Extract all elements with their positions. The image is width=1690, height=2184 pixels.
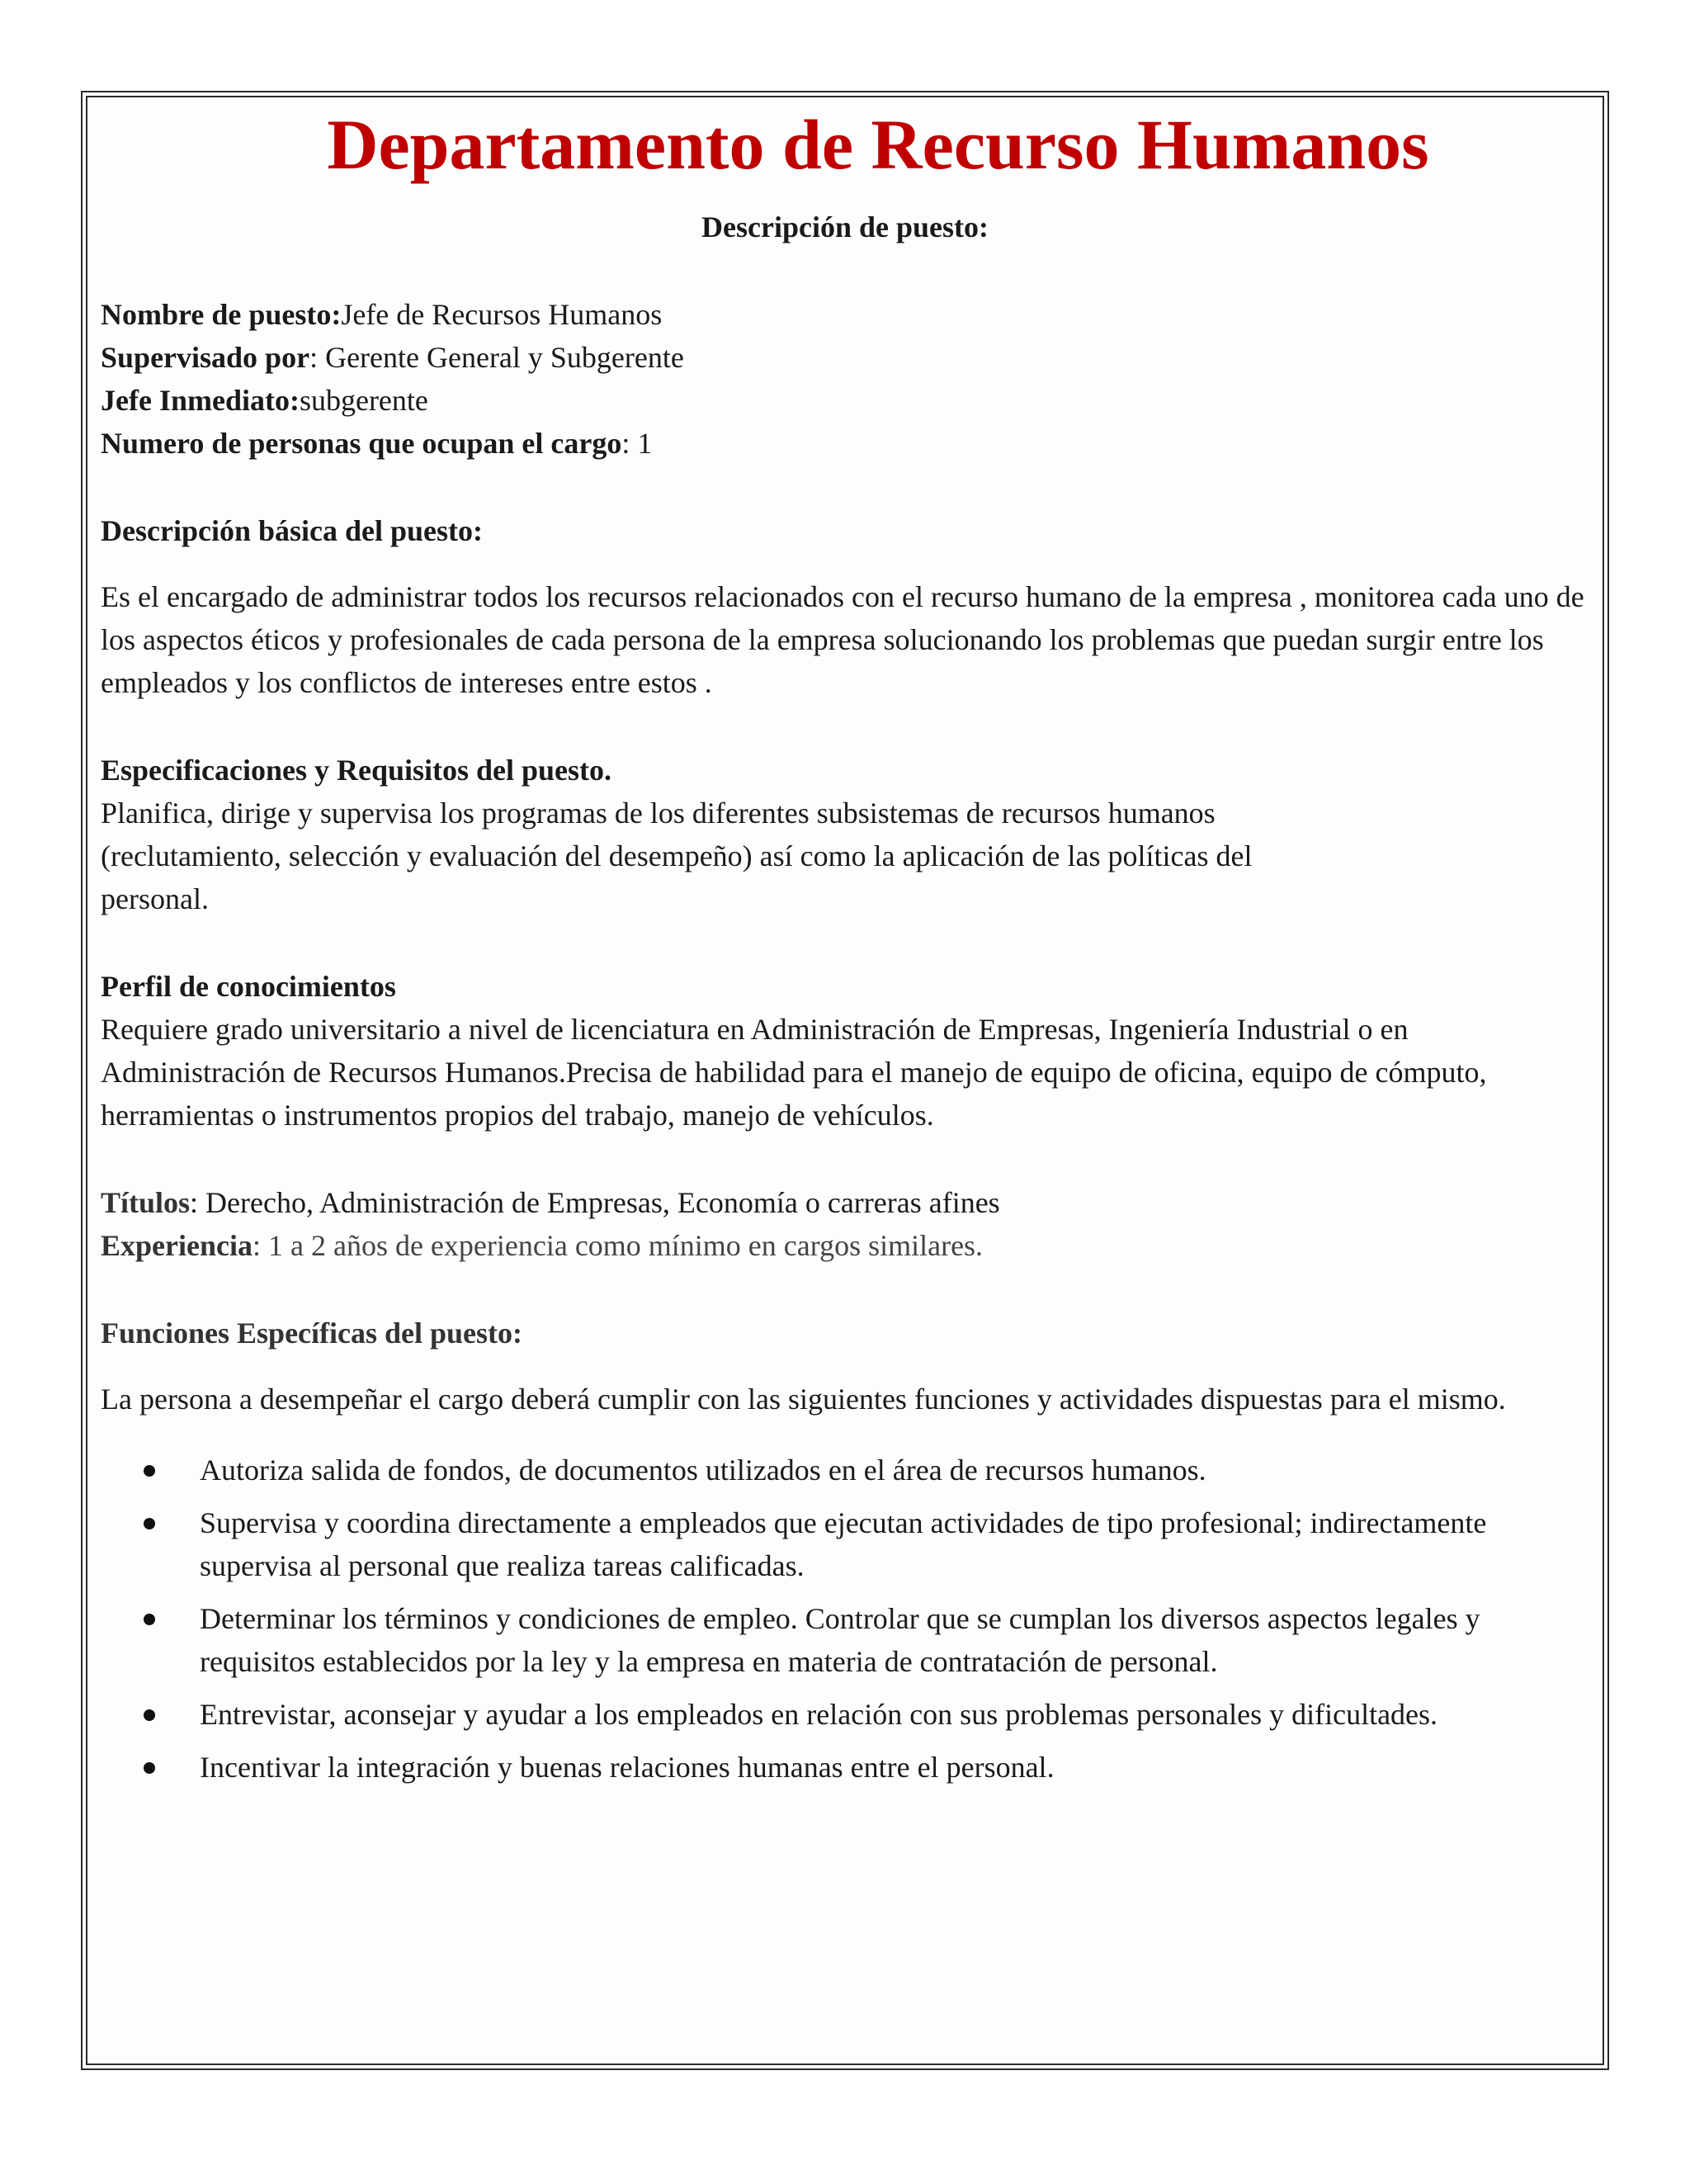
- perfil-heading: Perfil de conocimientos: [101, 970, 396, 1004]
- page-border: [81, 91, 1609, 2070]
- list-item: [200, 1597, 1589, 1683]
- bullet-icon: [144, 1709, 155, 1721]
- list-item: [200, 1449, 1589, 1491]
- field-numero-label: Numero de personas que ocupan el cargo: [101, 427, 622, 461]
- list-item: [200, 1693, 1589, 1736]
- list-item-text: Incentivar la integración y buenas relaciones humanas entre el personal.: [200, 1751, 1055, 1785]
- field-jefe-label: Jefe Inmediato:: [101, 384, 300, 418]
- field-supervisado-value: : Gerente General y Subgerente: [309, 341, 684, 375]
- titulos-label: Títulos: [101, 1186, 191, 1220]
- field-supervisado-label: Supervisado por: [101, 341, 310, 375]
- experiencia-line: [101, 1224, 1589, 1267]
- bullet-icon: [144, 1762, 155, 1774]
- document-page: [86, 96, 1604, 2065]
- list-item-text: Supervisa y coordina directamente a empleados que ejecutan actividades de tipo profesional; indirectamente supervisa al personal que realiza tareas calificadas.: [200, 1506, 1487, 1583]
- titulos-line: [101, 1181, 1589, 1224]
- field-nombre: [101, 293, 1589, 336]
- list-item: [200, 1501, 1589, 1587]
- field-jefe: [101, 379, 1589, 422]
- field-supervisado: [101, 336, 1589, 379]
- field-numero-value: : 1: [621, 427, 653, 461]
- especificaciones-text: Planifica, dirige y supervisa los programas de los diferentes subsistemas de recursos humanos (reclutamiento, selección y evaluación del desempeño) así como la aplicación de las políticas del personal.: [101, 797, 1253, 916]
- descripcion-text: Es el encargado de administrar todos los recursos relacionados con el recurso humano de la empresa , monitorea cada uno de los aspectos éticos y profesionales de cada persona de la empresa solucionando los problemas que puedan surgir entre los empleados y los conflictos de intereses entre estos .: [101, 580, 1584, 700]
- list-item-text: Entrevistar, aconsejar y ayudar a los empleados en relación con sus problemas personales y dificultades.: [200, 1698, 1438, 1732]
- especificaciones-heading: Especificaciones y Requisitos del puesto.: [101, 754, 612, 787]
- list-item-text: Autoriza salida de fondos, de documentos utilizados en el área de recursos humanos.: [200, 1454, 1206, 1487]
- field-nombre-label: Nombre de puesto:: [101, 298, 342, 332]
- list-item-text: Determinar los términos y condiciones de empleo. Controlar que se cumplan los diversos aspectos legales y requisitos establecidos por la ley y la empresa en materia de contratación de personal.: [200, 1602, 1480, 1679]
- job-fields: [101, 293, 1589, 465]
- bullet-icon: [144, 1614, 155, 1625]
- field-numero: [101, 422, 1589, 465]
- funciones-list: [101, 1449, 1589, 1789]
- page-title: Departamento de Recurso Humanos: [327, 105, 1429, 184]
- list-item: [200, 1746, 1589, 1789]
- descripcion-heading: Descripción básica del puesto:: [101, 514, 483, 548]
- perfil-text: Requiere grado universitario a nivel de licenciatura en Administración de Empresas, Ingeniería Industrial o en Administración de Recursos Humanos.Precisa de habilidad para el manejo de equipo de oficina, equipo de cómputo, herramientas o instrumentos propios del trabajo, manejo de vehículos.: [101, 1013, 1487, 1132]
- field-jefe-value: subgerente: [299, 384, 428, 418]
- titulos-experiencia: [101, 1181, 1589, 1267]
- bullet-icon: [144, 1465, 155, 1477]
- field-nombre-value: Jefe de Recursos Humanos: [341, 298, 663, 332]
- titulos-value: : Derecho, Administración de Empresas, Economía o carreras afines: [190, 1186, 1000, 1220]
- experiencia-value: : 1 a 2 años de experiencia como mínimo en cargos similares.: [252, 1229, 984, 1263]
- bullet-icon: [144, 1518, 155, 1529]
- document-content: [101, 97, 1589, 1799]
- experiencia-label: Experiencia: [101, 1229, 253, 1263]
- funciones-heading: Funciones Específicas del puesto:: [101, 1317, 523, 1350]
- page-subtitle: Descripción de puesto:: [701, 210, 989, 243]
- funciones-intro: La persona a desempeñar el cargo deberá cumplir con las siguientes funciones y actividades dispuestas para el mismo.: [101, 1383, 1506, 1416]
